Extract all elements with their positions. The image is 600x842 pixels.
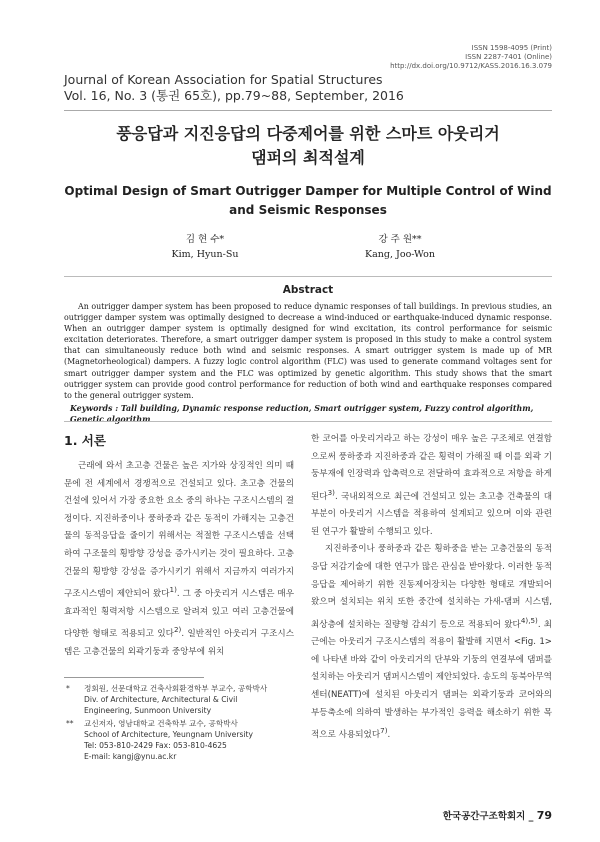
footnote-author-1 [64, 683, 294, 716]
footnote-mark: ** [66, 719, 74, 728]
page-footer [443, 808, 552, 822]
body-paragraph [311, 431, 552, 541]
footnote-author-2 [64, 718, 294, 762]
citation-ref: 1) [169, 585, 177, 595]
journal-name: Journal of Korean Association for Spatial Structures [64, 72, 383, 87]
footnote-line: School of Architecture, Yeungnam University [84, 730, 254, 739]
footnote-line: 정회원, 선문대학교 건축사회환경학부 부교수, 공학박사 [84, 684, 268, 693]
body-paragraph [64, 458, 294, 661]
footer-separator: _ [525, 811, 537, 822]
body-text: . 최근에는 아웃리거 구조시스템의 적용이 활발해 지면서 <Fig. 1>에 나타낸 바와 같이 아웃리거의 단부와 기둥의 연결부에 댐퍼를 설치하는 아웃리거 댐퍼시스템이 제안되었다. 송도의 동북아무역센터(NEATT)에 설치된 아웃리거 댐퍼는 외곽기둥과 코어와의 부등축소에 의하여 발생하는 부가적인 응력을 해소하기 위한 목적으로 사용되었다 [311, 619, 553, 741]
author-2 [325, 232, 475, 262]
volume-info: Vol. 16, No. 3 (통권 65호), pp.79~88, September, 2016 [64, 88, 404, 103]
abstract-text: An outrigger damper system has been proposed to reduce dynamic responses of tall buildings. In previous studies, an outrigger damper system was optimally designed to decrease a wind-induced or earthquake-induced dynamic response. When an outrigger damper system is optimally designed for wind excitation, its control performance for seismic excitation deteriorates. Therefore, a smart outrigger damper system is proposed in this study to make a control system that can simultaneously reduce both wind and seismic responses. A smart outrigger system is made up of MR (Magnetorheological) dampers. A fuzzy logic control algorithm (FLC) was used to generate command voltages sent for smart outrigger damper system and the FLC was optimized by genetic algorithm. This study shows that the smart outrigger system can provide good control performance for reduction of both wind and earthquake responses compared to the general outrigger system. [64, 302, 552, 400]
footnote-line: Engineering, Sunmoon University [84, 706, 212, 715]
body-left-column [64, 458, 294, 661]
body-text: . 일반적인 아웃리거 구조시스템은 고층건물의 외곽기둥과 중앙부에 위치 [64, 629, 294, 657]
section-heading-introduction: 1. 서론 [64, 433, 106, 448]
author-1 [130, 232, 280, 262]
body-text: 한 코어를 아웃리거라고 하는 강성이 매우 높은 구조체로 연결함으로써 풍하중과 지진하중과 같은 횡력이 가해질 때 이를 외곽 기둥부재에 인장력과 압축력으로 전달하여 효과적으로 저항을 하게 된다 [311, 434, 552, 502]
body-right-column [311, 431, 552, 745]
body-text: 근래에 와서 초고층 건물은 높은 지가와 상징적인 의미 때문에 전 세계에서 경쟁적으로 건설되고 있다. 초고층 건물의 건설에 있어서 가장 중요한 요소 중의 하나는 구조시스템의 결정이다. 지진하중이나 풍하중과 같은 동적이 가해지는 고층건물의 동적응답을 줄이기 위해서는 적절한 구조시스템을 선택하여 구조물의 횡방향 강성을 증가시키는 것이 필요하다. 고층건물의 횡방향 강성을 증가시키기 위해서 지금까지 여러가지 구조시스템이 제안되어 왔다 [64, 461, 294, 600]
issn-block [390, 44, 552, 71]
abstract-divider [64, 276, 552, 277]
footnote-email[interactable]: E-mail: kangj@ynu.ac.kr [84, 752, 177, 761]
body-text: . 그 중 아웃리거 시스템은 매우 효과적인 횡력저항 시스템으로 알려져 있고 여러 고층건물에 다양한 형태로 적용되고 있다 [64, 589, 294, 640]
issn-online: ISSN 2287-7401 (Online) [465, 53, 552, 61]
keywords-divider [64, 421, 552, 422]
title-english [64, 182, 552, 220]
body-paragraph [311, 541, 552, 744]
footnote-mark: * [66, 684, 70, 693]
keywords: Keywords : Tall building, Dynamic response reduction, Smart outrigger system, Fuzzy control algorithm, Genetic algorithm [70, 404, 534, 424]
footer-journal-name: 한국공간구조학회지 [442, 811, 526, 822]
issn-print: ISSN 1598-4095 (Print) [471, 44, 552, 52]
title-korean-line2: 댐퍼의 최적설계 [251, 148, 365, 167]
title-english-line2: and Seismic Responses [229, 203, 387, 217]
title-korean [64, 122, 552, 170]
footnote-line: 교신저자, 영남대학교 건축학부 교수, 공학박사 [84, 719, 238, 728]
citation-ref: 4),5) [520, 615, 538, 625]
title-korean-line1: 풍응답과 지진응답의 다중제어를 위한 스마트 아웃리거 [116, 124, 500, 143]
abstract-heading: Abstract [282, 284, 334, 296]
title-english-line1: Optimal Design of Smart Outrigger Damper for Multiple Control of Wind [64, 184, 552, 198]
body-text: . 국내외적으로 최근에 건설되고 있는 초고층 건축물의 대부분이 아웃리거 시스템을 적용하여 설계되고 있으며 이와 관련된 연구가 활발히 수행되고 있다. [311, 491, 552, 537]
author-1-name-en: Kim, Hyun-Su [171, 249, 239, 260]
doi-link[interactable]: http://dx.doi.org/10.9712/KASS.2016.16.3.079 [390, 62, 552, 70]
body-text: . [387, 730, 391, 741]
journal-info [64, 72, 404, 104]
header-divider [64, 110, 552, 111]
footnote-line: Div. of Architecture, Architectural & Civil [84, 695, 238, 704]
citation-ref: 3) [327, 487, 335, 497]
body-text: 지진하중이나 풍하중과 같은 횡하중을 받는 고층건물의 동적응답 저감기술에 대한 연구가 많은 관심을 받아왔다. 이러한 동적응답을 제어하기 위한 진동제어장치는 다양한 형태로 개발되어 왔으며 설치되는 위치 또한 중간에 설치하는 가새-댐퍼 시스템, 최상층에 설치하는 질량형 감쇠기 등으로 적용되어 왔다 [311, 544, 552, 630]
page-number: 79 [536, 809, 552, 822]
citation-ref: 2) [173, 625, 182, 635]
author-2-name-en: Kang, Joo-Won [365, 249, 435, 260]
author-1-name-ko: 김 현 수* [185, 234, 225, 245]
citation-ref: 7) [380, 726, 388, 736]
footnote-divider [64, 677, 204, 678]
author-2-name-ko: 강 주 원** [378, 234, 422, 245]
footnote-line: Tel: 053-810-2429 Fax: 053-810-4625 [84, 741, 227, 750]
